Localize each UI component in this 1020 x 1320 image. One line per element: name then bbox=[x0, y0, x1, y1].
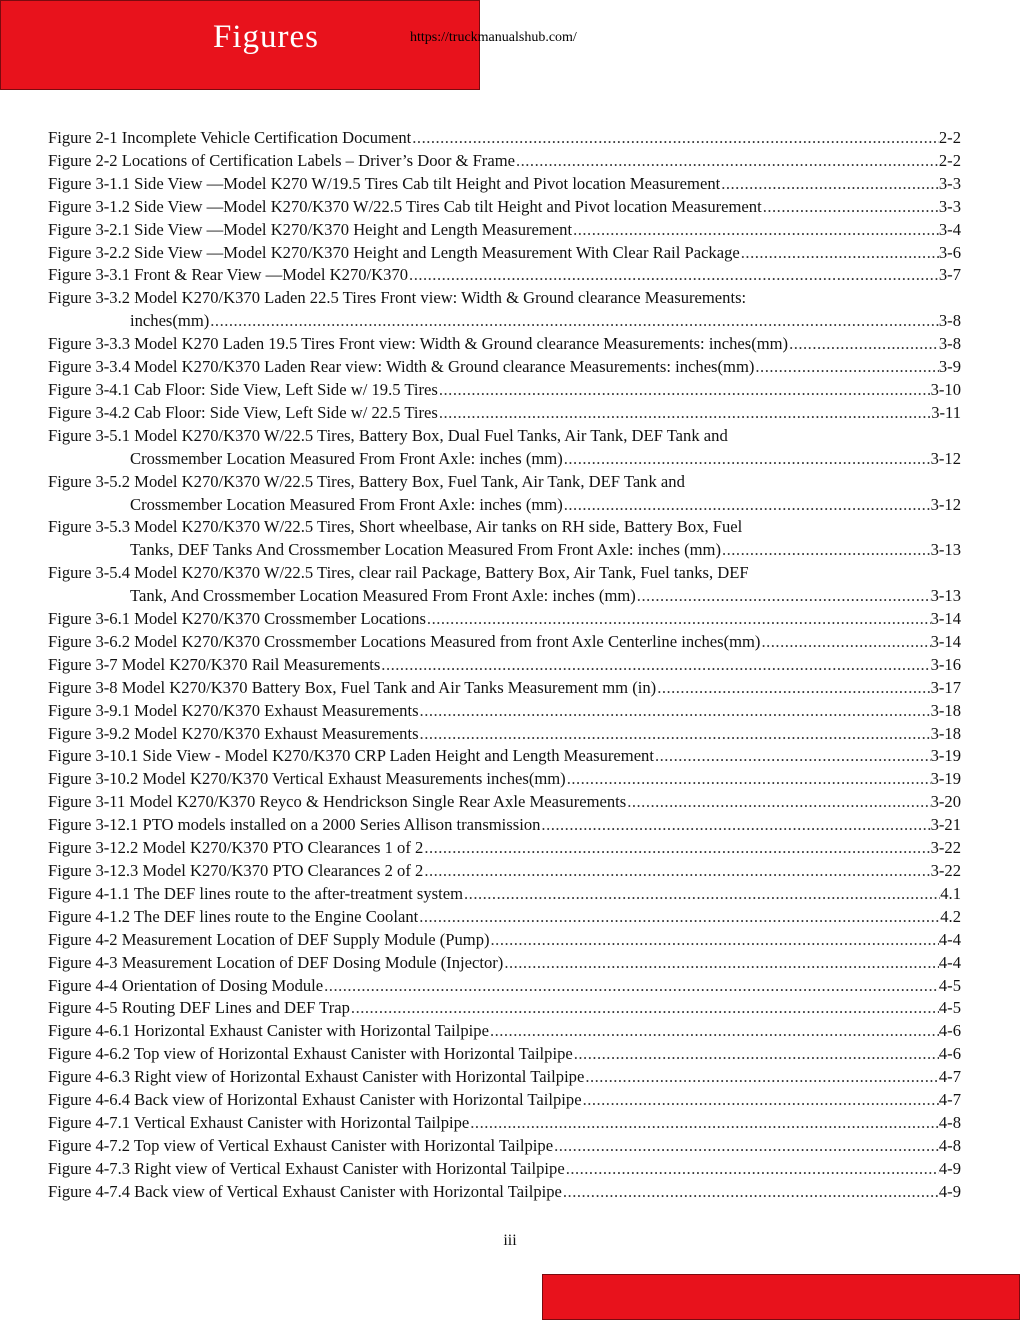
toc-entry-first-line[interactable]: Figure 3-5.4 Model K270/K370 W/22.5 Tires, clear rail Package, Battery Box, Air Tank, Fuel tanks, DEF bbox=[48, 563, 749, 583]
toc-entry[interactable] bbox=[48, 494, 961, 517]
toc-entry-page: 4.2 bbox=[940, 906, 961, 926]
dot-leader bbox=[788, 333, 939, 356]
toc-entry-page: 3-16 bbox=[930, 654, 961, 674]
toc-entry-page: 3-17 bbox=[930, 677, 961, 697]
dot-leader bbox=[423, 837, 930, 860]
dot-leader bbox=[762, 196, 939, 219]
toc-entry-title: Figure 3-3.1 Front & Rear View —Model K270/K370 bbox=[48, 265, 409, 285]
toc-entry-title: Figure 3-2.1 Side View —Model K270/K370 Height and Length Measurement bbox=[48, 219, 573, 239]
toc-entry-title: Figure 4-5 Routing DEF Lines and DEF Trap bbox=[48, 998, 350, 1018]
dot-leader bbox=[565, 1158, 939, 1181]
dot-leader bbox=[721, 539, 931, 562]
toc-entry-title: Figure 3-6.1 Model K270/K370 Crossmember Locations bbox=[48, 609, 426, 629]
toc-entry-first-line[interactable]: Figure 3-5.3 Model K270/K370 W/22.5 Tires, Short wheelbase, Air tanks on RH side, Battery Box, Fuel bbox=[48, 517, 743, 537]
toc-entry[interactable] bbox=[48, 402, 961, 425]
toc-entry[interactable] bbox=[48, 150, 961, 173]
dot-leader bbox=[419, 700, 931, 723]
toc-entry-page: 2-2 bbox=[938, 150, 961, 170]
toc-entry-title: Figure 4-7.2 Top view of Vertical Exhaust Canister with Horizontal Tailpipe bbox=[48, 1135, 554, 1155]
dot-leader bbox=[584, 1066, 939, 1089]
toc-entry-page: 3-11 bbox=[931, 402, 961, 422]
toc-entry-first-line[interactable]: Figure 3-5.1 Model K270/K370 W/22.5 Tires, Battery Box, Dual Fuel Tanks, Air Tank, DEF Tank and bbox=[48, 425, 728, 445]
toc-entry-title: Figure 3-7 Model K270/K370 Rail Measurements bbox=[48, 654, 381, 674]
toc-entry-page: 4-5 bbox=[938, 998, 961, 1018]
toc-entry[interactable] bbox=[48, 677, 961, 700]
toc-entry-first-line[interactable]: Figure 3-5.2 Model K270/K370 W/22.5 Tires, Battery Box, Fuel Tank, Air Tank, DEF Tank and bbox=[48, 471, 685, 491]
toc-entry-title: Figure 3-9.1 Model K270/K370 Exhaust Measurements bbox=[48, 700, 419, 720]
dot-leader bbox=[760, 631, 930, 654]
toc-entry-first-line[interactable]: Figure 3-3.2 Model K270/K370 Laden 22.5 Tires Front view: Width & Ground clearance Measurements: bbox=[48, 288, 747, 308]
toc-entry[interactable] bbox=[48, 814, 961, 837]
toc-entry-title: Figure 3-6.2 Model K270/K370 Crossmember Locations Measured from front Axle Centerline inches(mm) bbox=[48, 631, 761, 651]
toc-entry-page: 3-14 bbox=[930, 631, 961, 651]
toc-entry[interactable] bbox=[48, 1135, 961, 1158]
toc-entry[interactable] bbox=[48, 448, 961, 471]
toc-entry[interactable] bbox=[48, 1158, 961, 1181]
dot-leader bbox=[740, 242, 939, 265]
toc-entry[interactable] bbox=[48, 837, 961, 860]
toc-entry-title: Figure 3-10.2 Model K270/K370 Vertical Exhaust Measurements inches(mm) bbox=[48, 769, 566, 789]
toc-entry-page: 3-13 bbox=[930, 586, 961, 606]
toc-entry[interactable] bbox=[48, 860, 961, 883]
toc-entry-page: 3-12 bbox=[930, 448, 961, 468]
toc-entry[interactable] bbox=[48, 745, 961, 768]
toc-entry-page: 3-18 bbox=[930, 700, 961, 720]
toc-entry[interactable] bbox=[48, 196, 961, 219]
dot-leader bbox=[563, 448, 931, 471]
toc-entry-page: 3-13 bbox=[930, 540, 961, 560]
dot-leader bbox=[562, 1181, 939, 1204]
toc-entry-title: Figure 3-4.2 Cab Floor: Side View, Left Side w/ 22.5 Tires bbox=[48, 402, 438, 422]
toc-entry-page: 3-22 bbox=[930, 838, 961, 858]
toc-entry[interactable] bbox=[48, 379, 961, 402]
dot-leader bbox=[654, 745, 931, 768]
toc-entry[interactable] bbox=[48, 791, 961, 814]
dot-leader bbox=[572, 219, 939, 242]
toc-entry-page: 4-7 bbox=[938, 1067, 961, 1087]
toc-entry-title: Figure 4-1.1 The DEF lines route to the after-treatment system bbox=[48, 883, 464, 903]
dot-leader bbox=[573, 1043, 939, 1066]
dot-leader bbox=[720, 173, 939, 196]
toc-entry-page: 3-19 bbox=[930, 746, 961, 766]
toc-entry[interactable] bbox=[48, 173, 961, 196]
toc-entry-title: Figure 2-2 Locations of Certification Labels – Driver’s Door & Frame bbox=[48, 150, 515, 170]
dot-leader bbox=[563, 494, 931, 517]
toc-entry-page: 4-8 bbox=[938, 1112, 961, 1132]
dot-leader bbox=[438, 379, 931, 402]
dot-leader bbox=[582, 1089, 939, 1112]
dot-leader bbox=[463, 883, 940, 906]
toc-entry-title: Figure 3-3.4 Model K270/K370 Laden Rear view: Width & Ground clearance Measurements: inches(mm) bbox=[48, 357, 755, 377]
toc-entry-title: Figure 4-6.1 Horizontal Exhaust Canister with Horizontal Tailpipe bbox=[48, 1021, 489, 1041]
dot-leader bbox=[209, 310, 939, 333]
toc-entry[interactable] bbox=[48, 1089, 961, 1112]
toc-entry-page: 3-20 bbox=[930, 792, 961, 812]
toc-entry-page: 3-14 bbox=[930, 609, 961, 629]
toc-entry-title: Figure 3-4.1 Cab Floor: Side View, Left Side w/ 19.5 Tires bbox=[48, 379, 438, 399]
toc-entry-title: Figure 4-6.4 Back view of Horizontal Exhaust Canister with Horizontal Tailpipe bbox=[48, 1090, 582, 1110]
dot-leader bbox=[418, 906, 940, 929]
toc-entry-title: Tanks, DEF Tanks And Crossmember Location Measured From Front Axle: inches (mm) bbox=[130, 540, 721, 560]
source-url[interactable]: https://truckmanualshub.com/ bbox=[410, 30, 577, 45]
header-banner bbox=[0, 0, 480, 90]
dot-leader bbox=[438, 402, 931, 425]
dot-leader bbox=[408, 264, 939, 287]
toc-entry-title: Figure 3-2.2 Side View —Model K270/K370 Height and Length Measurement With Clear Rail Package bbox=[48, 242, 740, 262]
toc-entry-page: 3-9 bbox=[938, 357, 961, 377]
dot-leader bbox=[490, 929, 939, 952]
toc-entry[interactable] bbox=[48, 906, 961, 929]
toc-entry[interactable] bbox=[48, 723, 961, 746]
toc-entry[interactable] bbox=[48, 975, 961, 998]
toc-entry-page: 3-21 bbox=[930, 815, 961, 835]
toc-entry-page: 4-9 bbox=[938, 1158, 961, 1178]
dot-leader bbox=[323, 975, 939, 998]
toc-entry[interactable] bbox=[48, 929, 961, 952]
toc-entry-title: Figure 3-1.2 Side View —Model K270/K370 W/22.5 Tires Cab tilt Height and Pivot location Measurement bbox=[48, 196, 762, 216]
toc-entry-title: Crossmember Location Measured From Front Axle: inches (mm) bbox=[130, 448, 563, 468]
toc-entry[interactable] bbox=[48, 585, 961, 608]
toc-entry[interactable] bbox=[48, 700, 961, 723]
toc-entry[interactable] bbox=[48, 264, 961, 287]
dot-leader bbox=[489, 1020, 939, 1043]
dot-leader bbox=[656, 677, 930, 700]
toc-entry-page: 3-7 bbox=[938, 265, 961, 285]
toc-entry-page: 3-22 bbox=[930, 861, 961, 880]
dot-leader bbox=[426, 608, 931, 631]
toc-entry-page: 3-4 bbox=[938, 219, 961, 239]
toc-entry-title: inches(mm) bbox=[130, 311, 210, 331]
toc-entry[interactable] bbox=[48, 539, 961, 562]
toc-entry-title: Figure 4-7.3 Right view of Vertical Exhaust Canister with Horizontal Tailpipe bbox=[48, 1158, 565, 1178]
toc-entry-page: 3-19 bbox=[930, 769, 961, 789]
toc-entry[interactable] bbox=[48, 1020, 961, 1043]
toc-entry[interactable] bbox=[48, 1043, 961, 1066]
toc-entry-page: 3-12 bbox=[930, 494, 961, 514]
toc-entry-title: Figure 4-7.4 Back view of Vertical Exhaust Canister with Horizontal Tailpipe bbox=[48, 1181, 562, 1201]
toc-entry-title: Figure 3-12.1 PTO models installed on a 2000 Series Allison transmission bbox=[48, 815, 541, 835]
toc-entry-title: Figure 2-1 Incomplete Vehicle Certification Document bbox=[48, 128, 412, 147]
toc-entry[interactable] bbox=[48, 883, 961, 906]
dot-leader bbox=[566, 768, 931, 791]
dot-leader bbox=[469, 1112, 939, 1135]
toc-entry-title: Figure 3-12.2 Model K270/K370 PTO Clearances 1 of 2 bbox=[48, 838, 424, 858]
toc-entry-page: 3-8 bbox=[938, 311, 961, 331]
toc-entry[interactable] bbox=[48, 654, 961, 677]
toc-entry[interactable] bbox=[48, 608, 961, 631]
toc-entry-page: 4-6 bbox=[938, 1044, 961, 1064]
toc-entry-title: Crossmember Location Measured From Front Axle: inches (mm) bbox=[130, 494, 563, 514]
footer-banner bbox=[542, 1274, 1020, 1320]
toc-entry-title: Figure 3-12.3 Model K270/K370 PTO Clearances 2 of 2 bbox=[48, 861, 424, 880]
toc-entry-page: 3-3 bbox=[938, 196, 961, 216]
toc-entry[interactable] bbox=[48, 631, 961, 654]
toc-entry-page: 4-4 bbox=[938, 929, 961, 949]
toc-entry[interactable] bbox=[48, 127, 961, 150]
dot-leader bbox=[380, 654, 930, 677]
toc-entry[interactable] bbox=[48, 997, 961, 1020]
toc-entry-page: 3-18 bbox=[930, 723, 961, 743]
toc-entry-page: 4-4 bbox=[938, 952, 961, 972]
toc-entry[interactable] bbox=[48, 1112, 961, 1135]
toc-entry-title: Figure 4-2 Measurement Location of DEF Supply Module (Pump) bbox=[48, 929, 490, 949]
toc-entry[interactable] bbox=[48, 952, 961, 975]
toc-entry-page: 3-8 bbox=[938, 334, 961, 354]
toc-entry-page: 2-2 bbox=[938, 128, 961, 147]
dot-leader bbox=[626, 791, 930, 814]
toc-entry-title: Tank, And Crossmember Location Measured From Front Axle: inches (mm) bbox=[130, 586, 636, 606]
list-of-figures bbox=[48, 127, 961, 1204]
section-title: Figures bbox=[213, 19, 319, 55]
toc-entry-page: 3-6 bbox=[938, 242, 961, 262]
dot-leader bbox=[419, 723, 931, 746]
dot-leader bbox=[423, 860, 930, 883]
toc-entry[interactable] bbox=[48, 219, 961, 242]
toc-entry-title: Figure 4-6.3 Right view of Horizontal Exhaust Canister with Horizontal Tailpipe bbox=[48, 1067, 585, 1087]
toc-entry-page: 3-3 bbox=[938, 173, 961, 193]
dot-leader bbox=[515, 150, 939, 173]
page-number: iii bbox=[503, 1232, 517, 1249]
toc-entry-title: Figure 4-4 Orientation of Dosing Module bbox=[48, 975, 324, 995]
toc-entry-title: Figure 3-3.3 Model K270 Laden 19.5 Tires Front view: Width & Ground clearance Measurements: inches(mm) bbox=[48, 334, 789, 354]
toc-entry-title: Figure 3-8 Model K270/K370 Battery Box, Fuel Tank and Air Tanks Measurement mm (in) bbox=[48, 677, 657, 697]
toc-entry[interactable] bbox=[48, 768, 961, 791]
toc-entry[interactable] bbox=[48, 1066, 961, 1089]
toc-entry[interactable] bbox=[48, 333, 961, 356]
toc-entry[interactable] bbox=[48, 356, 961, 379]
toc-entry-page: 4-6 bbox=[938, 1021, 961, 1041]
dot-leader bbox=[411, 127, 939, 150]
toc-entry-title: Figure 4-3 Measurement Location of DEF Dosing Module (Injector) bbox=[48, 952, 504, 972]
toc-entry-page: 4-8 bbox=[938, 1135, 961, 1155]
dot-leader bbox=[636, 585, 931, 608]
toc-entry-title: Figure 3-1.1 Side View —Model K270 W/19.5 Tires Cab tilt Height and Pivot location Measurement bbox=[48, 173, 721, 193]
toc-entry-page: 3-10 bbox=[930, 379, 961, 399]
toc-entry-title: Figure 4-6.2 Top view of Horizontal Exhaust Canister with Horizontal Tailpipe bbox=[48, 1044, 573, 1064]
dot-leader bbox=[754, 356, 938, 379]
toc-entry-title: Figure 3-9.2 Model K270/K370 Exhaust Measurements bbox=[48, 723, 419, 743]
toc-entry[interactable] bbox=[48, 1181, 961, 1204]
toc-entry-title: Figure 3-11 Model K270/K370 Reyco & Hendrickson Single Rear Axle Measurements bbox=[48, 792, 627, 812]
dot-leader bbox=[503, 952, 939, 975]
toc-entry-title: Figure 3-10.1 Side View - Model K270/K370 CRP Laden Height and Length Measurement bbox=[48, 746, 654, 766]
toc-entry-page: 4-5 bbox=[938, 975, 961, 995]
toc-entry[interactable] bbox=[48, 242, 961, 265]
dot-leader bbox=[540, 814, 930, 837]
toc-entry-page: 4.1 bbox=[940, 883, 961, 903]
dot-leader bbox=[350, 997, 939, 1020]
toc-entry-page: 4-9 bbox=[938, 1181, 961, 1201]
toc-entry-title: Figure 4-7.1 Vertical Exhaust Canister with Horizontal Tailpipe bbox=[48, 1112, 470, 1132]
toc-entry-page: 4-7 bbox=[938, 1090, 961, 1110]
toc-entry-title: Figure 4-1.2 The DEF lines route to the Engine Coolant bbox=[48, 906, 419, 926]
toc-entry[interactable] bbox=[48, 310, 961, 333]
dot-leader bbox=[553, 1135, 939, 1158]
